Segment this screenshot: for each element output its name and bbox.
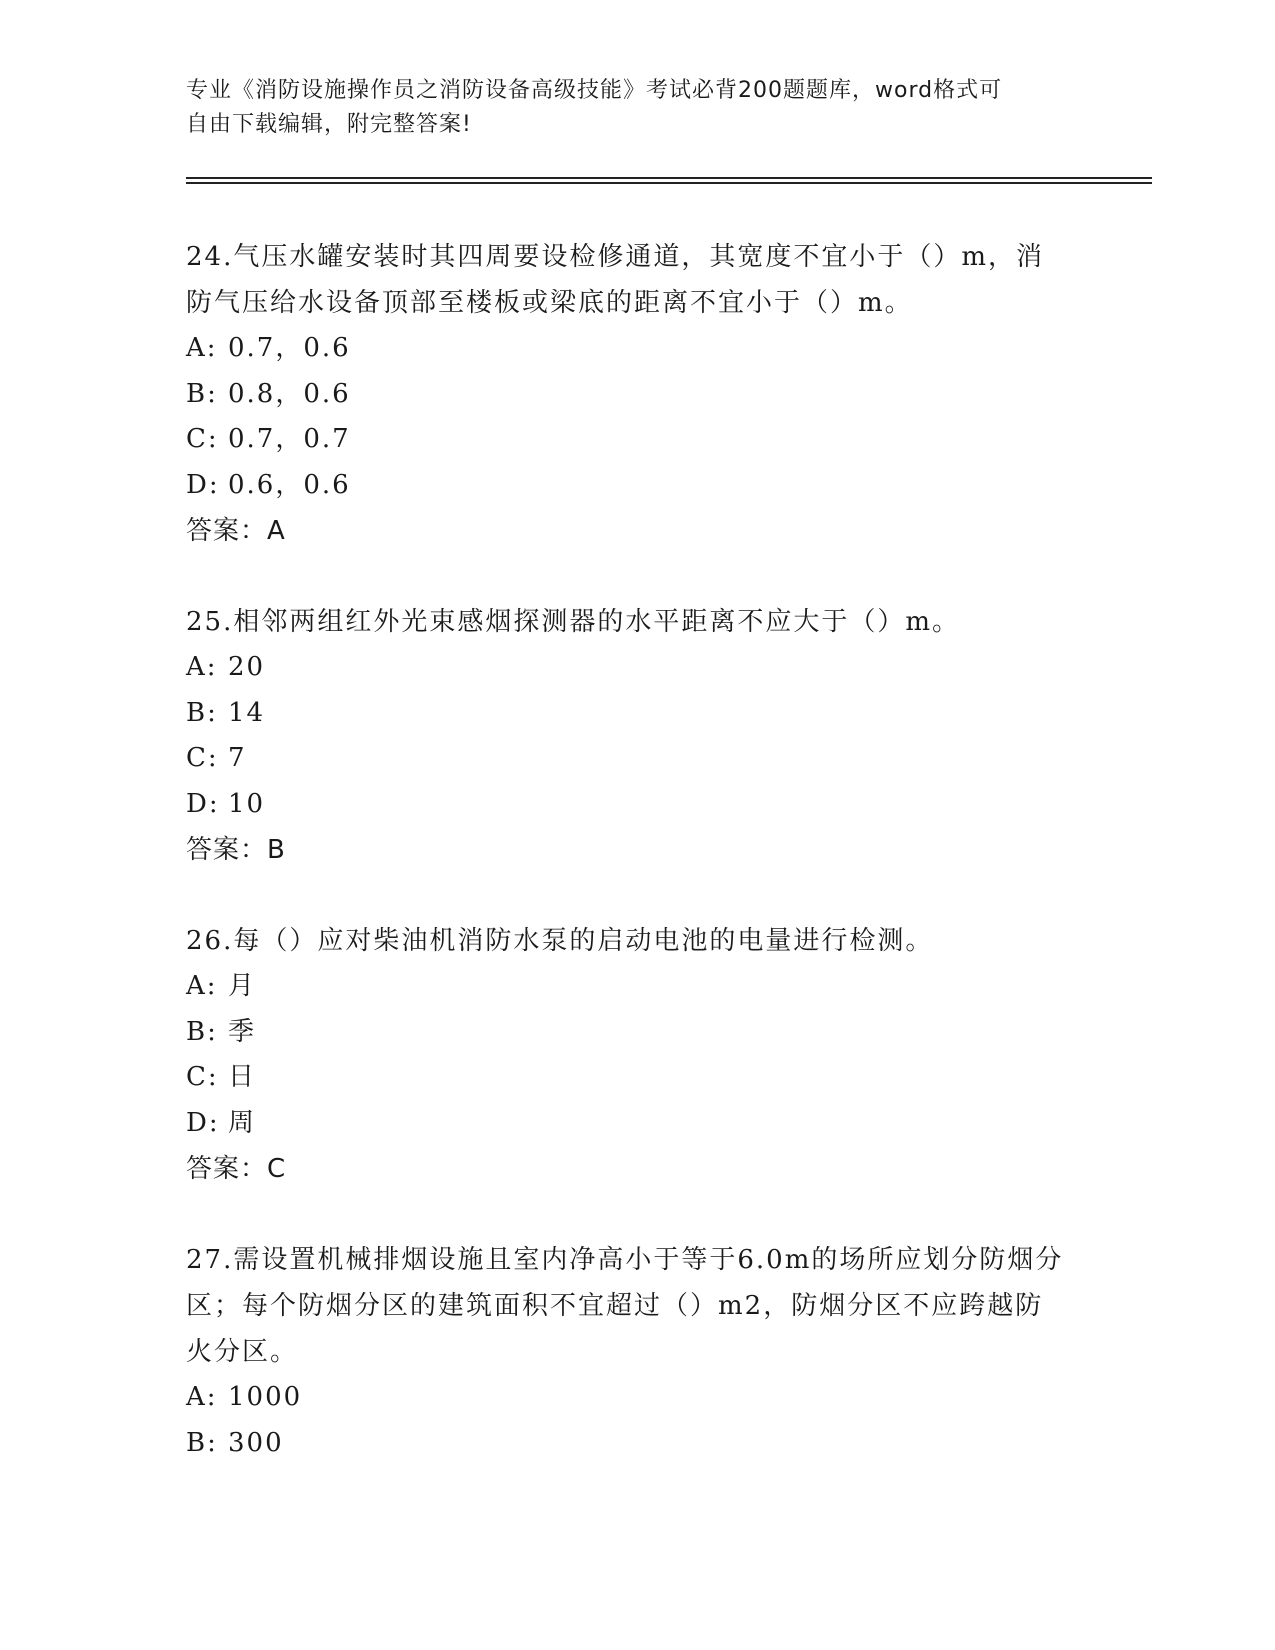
option-label: C: [186,1062,219,1092]
option-b [186,691,1066,737]
option-c [186,417,1066,463]
option-text: 0.6，0.6 [228,469,351,500]
option-text: 0.8，0.6 [228,378,351,409]
option-label: D: [186,1107,220,1138]
option-a [186,1375,1066,1421]
option-label: A: [186,971,218,1001]
answer-line: 答案：A [186,516,286,546]
question-25 [186,599,1066,873]
option-b [186,372,1066,418]
option-text: 0.7，0.6 [228,333,351,363]
option-text: 1000 [228,1382,303,1412]
option-text: 日 [228,1062,257,1092]
option-label: A: [186,333,218,363]
option-label: D: [186,788,220,819]
option-label: B: [186,378,218,409]
question-stem: 24.气压水罐安装时其四周要设检修通道，其宽度不宜小于（）m，消防气压给水设备顶部至楼板或梁底的距离不宜小于（）m。 [186,242,1045,318]
option-text: 0.7，0.7 [228,424,351,454]
question-stem: 26.每（）应对柴油机消防水泵的启动电池的电量进行检测。 [186,926,934,956]
header-divider-top [186,177,1152,179]
option-c [186,1055,1066,1101]
option-a [186,964,1066,1010]
option-text: 季 [228,1016,257,1047]
option-a [186,645,1066,691]
header-line-2: 自由下载编辑，附完整答案! [186,112,472,137]
option-text: 20 [228,652,266,682]
question-list [186,234,1066,1511]
option-a [186,326,1066,372]
question-24 [186,234,1066,554]
option-c [186,736,1066,782]
question-26 [186,918,1066,1192]
option-label: C: [186,743,219,773]
option-text: 7 [228,743,247,773]
option-b [186,1010,1066,1056]
option-text: 10 [228,788,266,819]
question-stem: 25.相邻两组红外光束感烟探测器的水平距离不应大于（）m。 [186,607,961,637]
option-text: 14 [228,697,266,728]
option-label: A: [186,1382,218,1412]
question-stem: 27.需设置机械排烟设施且室内净高小于等于6.0m的场所应划分防烟分区；每个防烟分区的建筑面积不宜超过（）m2，防烟分区不应跨越防火分区。 [186,1245,1064,1367]
option-text: 月 [228,971,257,1001]
option-label: C: [186,424,219,454]
option-d [186,782,1066,828]
header-divider-bottom [186,182,1152,184]
option-d [186,1101,1066,1147]
option-label: A: [186,652,218,682]
header-line-1: 专业《消防设施操作员之消防设备高级技能》考试必背200题题库，word格式可 [186,78,1003,103]
option-label: B: [186,697,218,728]
option-text: 周 [228,1107,257,1138]
option-d [186,463,1066,509]
option-label: B: [186,1016,218,1047]
question-27 [186,1237,1066,1466]
document-header [186,74,1066,142]
option-b [186,1421,1066,1467]
option-label: D: [186,469,220,500]
answer-line: 答案：B [186,835,286,865]
answer-line: 答案：C [186,1154,287,1184]
option-label: B: [186,1427,218,1458]
option-text: 300 [228,1427,284,1458]
